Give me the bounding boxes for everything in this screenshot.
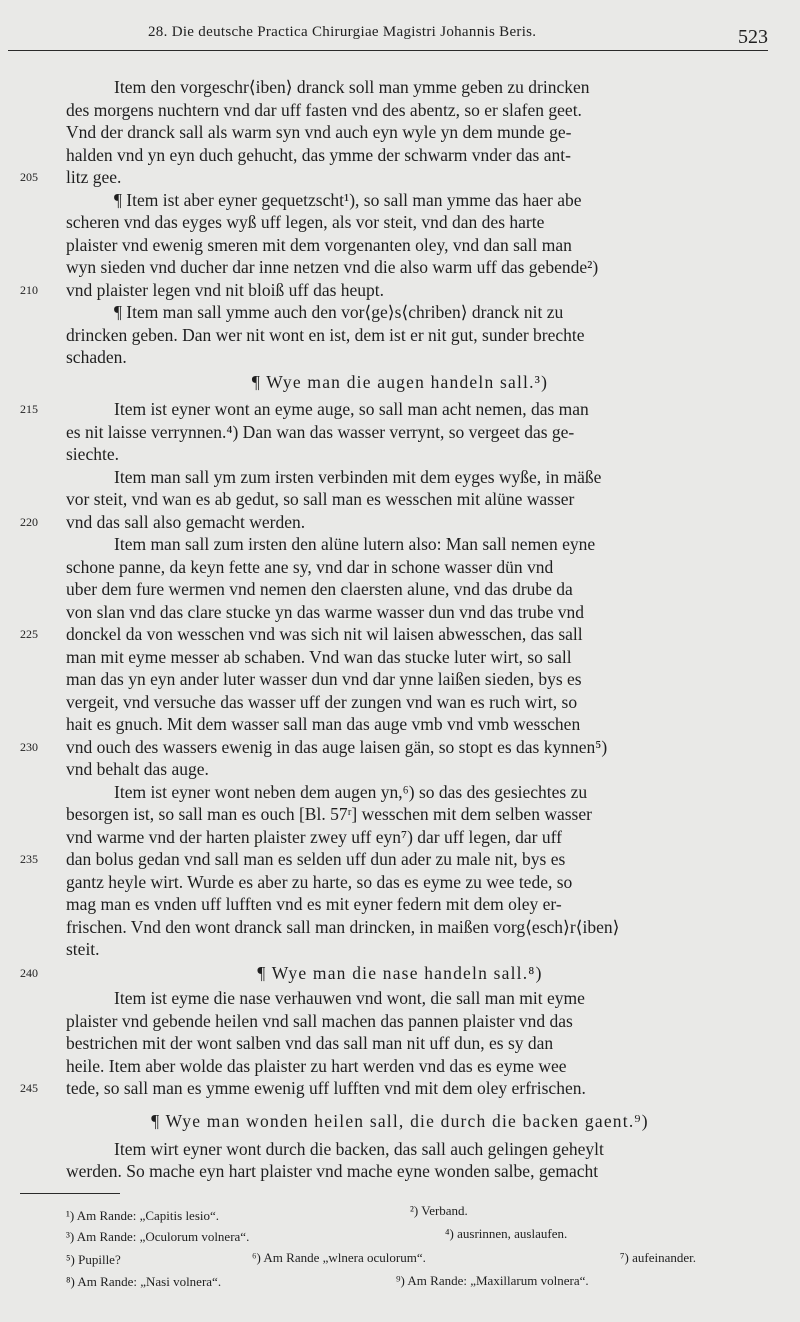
text-line: Item ist eyner wont an eyme auge, so sall man acht nemen, das man (114, 399, 589, 419)
text-line: werden. So mache eyn hart plaister vnd mache eyne wonden salbe, gemacht (66, 1161, 599, 1181)
text-line: vnd ouch des wassers ewenig in das auge laisen gän, so stopt es das kynnen⁵) (66, 737, 608, 757)
line-number: 240 (20, 966, 38, 980)
text-line: vnd das sall also gemacht werden. (66, 512, 306, 532)
section-heading-cheeks: ¶ Wye man wonden heilen sall, die durch die backen gaent.⁹) (151, 1111, 649, 1131)
text-line: von slan vnd das clare stucke yn das warme wasser dun vnd das trube vnd (66, 602, 585, 622)
text-line: vnd plaister legen vnd nit bloiß uff das heupt. (66, 280, 385, 300)
line-number: 235 (20, 852, 38, 866)
text-line: es nit laisse verrynnen.⁴) Dan wan das wasser verrynt, so vergeet das ge- (66, 422, 575, 442)
footnote: ¹) Am Rande: „Capitis lesio“. (66, 1208, 220, 1223)
footnote: ⁵) Pupille? (66, 1252, 121, 1267)
text-line: heile. Item aber wolde das plaister zu hart werden vnd das es eyme wee (66, 1056, 567, 1076)
text-line: steit. (66, 939, 100, 959)
chapter-title: 28. Die deutsche Practica Chirurgiae Magistri Johannis Beris. (148, 24, 537, 40)
line-number: 220 (20, 515, 38, 529)
section-heading-eyes: ¶ Wye man die augen handeln sall.³) (251, 372, 549, 392)
text-line: schone panne, da keyn fette ane sy, vnd dar in schone wasser dün vnd (66, 557, 554, 577)
text-line: vnd warme vnd der harten plaister zwey uff eyn⁷) dar uff legen, dar uff (66, 827, 562, 847)
text-line: besorgen ist, so sall man es ouch [Bl. 57ʳ] wesschen mit dem selben wasser (66, 804, 592, 824)
line-number: 215 (20, 402, 38, 416)
page-number: 523 (738, 26, 768, 48)
text-line: ¶ Item ist aber eyner gequetzscht¹), so sall man ymme das haer abe (114, 190, 582, 210)
text-line: donckel da von wesschen vnd was sich nit wil laisen abwesschen, das sall (66, 624, 583, 644)
footnote: ⁸) Am Rande: „Nasi volnera“. (66, 1274, 222, 1289)
text-line: gantz heyle wirt. Wurde es aber zu harte, so das es eyme zu wee tede, so (66, 872, 573, 892)
text-line: Item wirt eyner wont durch die backen, das sall auch gelingen geheylt (114, 1139, 604, 1159)
text-line: Item man sall zum irsten den alüne lutern also: Man sall nemen eyne (114, 534, 596, 554)
text-line: tede, so sall man es ymme ewenig uff lufften vnd mit dem oley erfrischen. (66, 1078, 586, 1098)
text-line: Item ist eyme die nase verhauwen vnd wont, die sall man mit eyme (114, 988, 585, 1008)
text-line: ¶ Item man sall ymme auch den vor⟨ge⟩s⟨chriben⟩ dranck nit zu (114, 302, 564, 322)
text-line: uber dem fure wermen vnd nemen den claersten alune, vnd das drube da (66, 579, 573, 599)
text-line: schaden. (66, 347, 127, 367)
text-line: des morgens nuchtern vnd dar uff fasten vnd des abentz, so er slafen geet. (66, 100, 582, 120)
footnote: ⁶) Am Rande „wlnera oculorum“. (252, 1250, 426, 1265)
text-line: vor steit, vnd wan es ab gedut, so sall man es wesschen mit alüne wasser (66, 489, 575, 509)
text-line: Vnd der dranck sall als warm syn vnd auch eyn wyle yn dem munde ge- (66, 122, 572, 142)
footnote-divider (20, 1193, 120, 1194)
text-line: bestrichen mit der wont salben vnd das sall man nit uff dun, es sy dan (66, 1033, 554, 1053)
text-line: drincken geben. Dan wer nit wont en ist, dem ist er nit gut, sunder brechte (66, 325, 585, 345)
text-line: Item man sall ym zum irsten verbinden mit dem eyges wyße, in mäße (114, 467, 602, 487)
text-line: Item den vorgeschr⟨iben⟩ dranck soll man ymme geben zu drincken (114, 77, 590, 97)
text-line: litz gee. (66, 167, 122, 187)
line-number: 210 (20, 283, 38, 297)
line-number: 225 (20, 627, 38, 641)
text-line: siechte. (66, 444, 119, 464)
text-line: halden vnd yn eyn duch gehucht, das ymme der schwarm vnder das ant- (66, 145, 571, 165)
line-number: 245 (20, 1081, 38, 1095)
text-line: hait es gnuch. Mit dem wasser sall man das auge vmb vnd vmb wesschen (66, 714, 581, 734)
footnote: ⁹) Am Rande: „Maxillarum volnera“. (396, 1273, 589, 1288)
footnote: ⁴) ausrinnen, auslaufen. (445, 1226, 568, 1241)
text-line: plaister vnd ewenig smeren mit dem vorgenanten oley, vnd dan sall man (66, 235, 572, 255)
footnote: ²) Verband. (410, 1203, 468, 1218)
text-line: wyn sieden vnd ducher dar inne netzen vnd die also warm uff das gebende²) (66, 257, 599, 277)
text-line: mag man es vnden uff lufften vnd es mit eyner federn mit dem oley er- (66, 894, 562, 914)
text-line: dan bolus gedan vnd sall man es selden uff dun ader zu male nit, bys es (66, 849, 566, 869)
footnote: ³) Am Rande: „Oculorum volnera“. (66, 1229, 250, 1244)
text-line: man mit eyme messer ab schaben. Vnd wan das stucke luter wirt, so sall (66, 647, 572, 667)
text-line: frischen. Vnd den wont dranck sall man drincken, in maißen vorg⟨esch⟩r⟨iben⟩ (66, 917, 620, 937)
line-number: 205 (20, 170, 38, 184)
text-line: plaister vnd gebende heilen vnd sall machen das pannen plaister vnd das (66, 1011, 573, 1031)
line-number: 230 (20, 740, 38, 754)
section-heading-nose: ¶ Wye man die nase handeln sall.⁸) (257, 963, 543, 983)
text-line: Item ist eyner wont neben dem augen yn,⁶) so das des gesiechtes zu (114, 782, 588, 802)
text-line: man das yn eyn ander luter wasser dun vnd dar ynne laißen sieden, bys es (66, 669, 582, 689)
text-line: vnd behalt das auge. (66, 759, 209, 779)
footnote: ⁷) aufeinander. (620, 1250, 696, 1265)
text-line: vergeit, vnd versuche das wasser uff der zungen vnd wan es ruch wirt, so (66, 692, 578, 712)
text-line: scheren vnd das eyges wyß uff legen, als vor steit, vnd dan des harte (66, 212, 545, 232)
